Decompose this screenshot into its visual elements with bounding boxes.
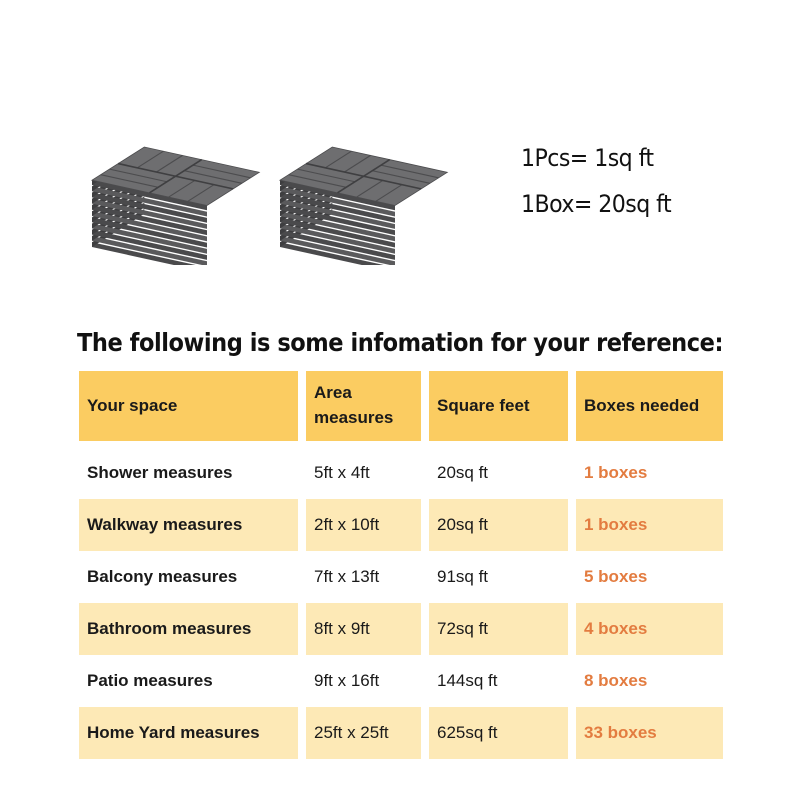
header-boxes-needed: Boxes needed	[576, 371, 723, 441]
table-header-row	[79, 371, 723, 441]
cell-area: 2ft x 10ft	[306, 499, 421, 551]
reference-table	[79, 371, 723, 759]
table-row	[79, 551, 723, 603]
cell-area: 7ft x 13ft	[314, 566, 380, 586]
spec-per-box: 1Box= 20sq ft	[521, 190, 672, 218]
cell-space: Bathroom measures	[79, 603, 298, 655]
cell-space: Patio measures	[87, 670, 213, 690]
cell-boxes: 1 boxes	[584, 462, 648, 482]
cell-square-feet: 625sq ft	[429, 707, 568, 759]
cell-square-feet: 144sq ft	[437, 670, 498, 690]
cell-square-feet: 20sq ft	[429, 499, 568, 551]
cell-area: 8ft x 9ft	[306, 603, 421, 655]
table-row	[79, 447, 723, 499]
cell-square-feet: 72sq ft	[429, 603, 568, 655]
reference-heading: The following is some infomation for your reference:	[77, 328, 723, 357]
table-row	[79, 655, 723, 707]
cell-square-feet: 91sq ft	[437, 566, 489, 586]
cell-boxes: 5 boxes	[584, 566, 648, 586]
tile-stack-left	[92, 147, 259, 265]
cell-boxes: 33 boxes	[576, 707, 723, 759]
cell-area: 25ft x 25ft	[306, 707, 421, 759]
cell-area: 9ft x 16ft	[314, 670, 380, 690]
table-row	[79, 707, 723, 759]
deck-tiles-image	[80, 95, 480, 265]
header-your-space: Your space	[79, 371, 298, 441]
cell-space: Balcony measures	[87, 566, 238, 586]
cell-square-feet: 20sq ft	[437, 462, 489, 482]
table-row	[79, 603, 723, 655]
cell-space: Walkway measures	[79, 499, 298, 551]
cell-boxes: 8 boxes	[584, 670, 648, 690]
cell-boxes: 1 boxes	[576, 499, 723, 551]
cell-area: 5ft x 4ft	[314, 462, 370, 482]
cell-space: Shower measures	[87, 462, 233, 482]
header-area-measures: Area measures	[306, 371, 421, 441]
cell-boxes: 4 boxes	[576, 603, 723, 655]
spec-per-piece: 1Pcs= 1sq ft	[521, 144, 654, 172]
tile-stack-right	[280, 147, 447, 265]
table-row	[79, 499, 723, 551]
cell-space: Home Yard measures	[79, 707, 298, 759]
header-square-feet: Square feet	[429, 371, 568, 441]
